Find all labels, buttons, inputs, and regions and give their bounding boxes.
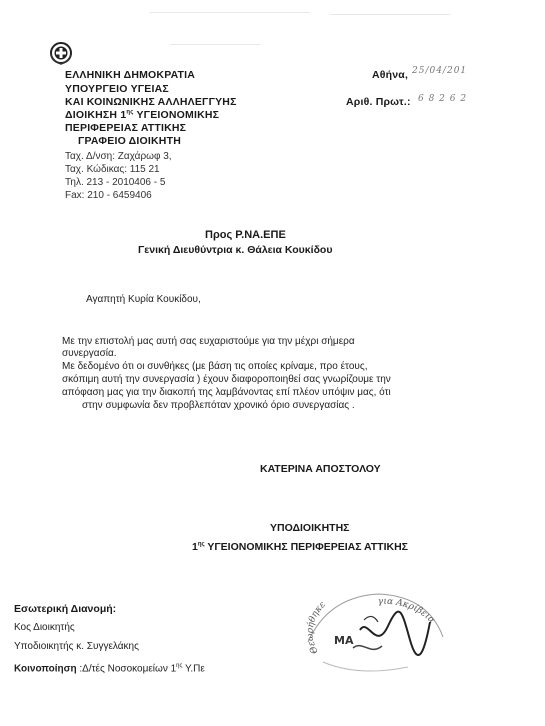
notification-label: Κοινοποίηση [14,663,77,675]
date-value: 25/04/201 [412,66,468,76]
header-line-republic: ΕΛΛΗΝΙΚΗ ΔΗΜΟΚΡΑΤΙΑ [65,69,196,81]
paragraph-2-line-2: σκόπιμη αυτή την συνεργασία ) έχουν διαφοροποιηθεί σας γνωρίζουμε την [62,374,391,385]
paragraph-2-line-1: Με δεδομένο ότι οι συνθήκες (με βάση τις οποίες κρίναμε, προ έτους, [62,361,368,372]
header-line-administration [65,109,219,121]
stamp-arc-right: για Ακρίβεια [377,596,437,626]
salutation: Αγαπητή Κυρία Κουκίδου, [86,294,201,305]
address-street: Ταχ. Δ/νση: Ζαχάρωφ 3, [65,151,172,162]
region-ordinal: ης [197,541,205,548]
administration-suffix: ΥΓΕΙΟΝΟΜΙΚΗΣ [133,109,220,121]
distribution-item-director: Κος Διοικητής [14,622,75,633]
notification-prefix: :Δ/τές Νοσοκομείων 1 [76,663,177,675]
region-suffix: ΥΓΕΙΟΝΟΜΙΚΗΣ ΠΕΡΙΦΕΡΕΙΑΣ ΑΤΤΙΚΗΣ [204,541,408,553]
header-line-ministry: ΥΠΟΥΡΓΕΙΟ ΥΓΕΙΑΣ [65,83,169,95]
paragraph-1-line-1: Με την επιστολή μας αυτή σας ευχαριστούμε για την μέχρι σήμερα [62,336,355,347]
header-line-office: ΓΡΑΦΕΙΟ ΔΙΟΙΚΗΤΗ [78,135,181,147]
paragraph-2-line-4: στην συμφωνία δεν προβλεπόταν χρονικό όριο συνεργασίας . [82,400,355,411]
administration-ordinal: ης [126,109,134,116]
address-postcode: Ταχ. Κώδικας: 115 21 [65,164,160,175]
protocol-value: 6 8 2 6 2 [418,94,468,104]
coat-of-arms-icon [48,40,74,66]
recipient-name: Γενική Διευθύντρια κ. Θάλεια Κουκίδου [138,244,333,256]
notification-ordinal: ης [176,663,183,669]
address-fax: Fax: 210 - 6459406 [65,190,152,201]
header-line-region: ΠΕΡΙΦΕΡΕΙΑΣ ΑΤΤΙΚΗΣ [65,122,187,134]
svg-text:για Ακρίβεια [378,597,437,626]
signatory-name: ΚΑΤΕΡΙΝΑ ΑΠΟΣΤΟΛΟΥ [260,463,381,475]
header-line-solidarity: ΚΑΙ ΚΟΙΝΩΝΙΚΗΣ ΑΛΛΗΛΕΓΓΥΗΣ [65,96,237,108]
recipient-to: Προς Ρ.ΝΑ.ΕΠΕ [205,229,286,241]
date-label: Αθήνα, [372,69,409,81]
address-phone: Τηλ. 213 - 2010406 - 5 [65,177,166,188]
signatory-role: ΥΠΟΔΙΟΙΚΗΤΗΣ [270,522,350,534]
notification-suffix: Υ.Πε [182,663,205,675]
signatory-region [192,541,408,553]
region-prefix: 1 [192,541,198,553]
stamp-arc-top: Θεωρήθηκε [305,599,328,656]
stamp-center-text: ΜΑ [334,634,354,647]
certification-stamp [298,582,448,682]
paragraph-2-line-3: απόφαση μας για την διακοπή της λαμβάνοντας επί πλέον υπόψιν μας, ότι [62,387,391,398]
distribution-title: Εσωτερική Διανομή: [14,603,117,615]
administration-prefix: ΔΙΟΙΚΗΣΗ 1 [65,109,127,121]
paragraph-1-line-2: συνεργασία. [62,348,117,359]
protocol-label: Αριθ. Πρωτ.: [346,96,411,108]
notification-line [14,660,205,676]
distribution-item-deputy: Υποδιοικητής κ. Συγγελάκης [14,641,139,652]
